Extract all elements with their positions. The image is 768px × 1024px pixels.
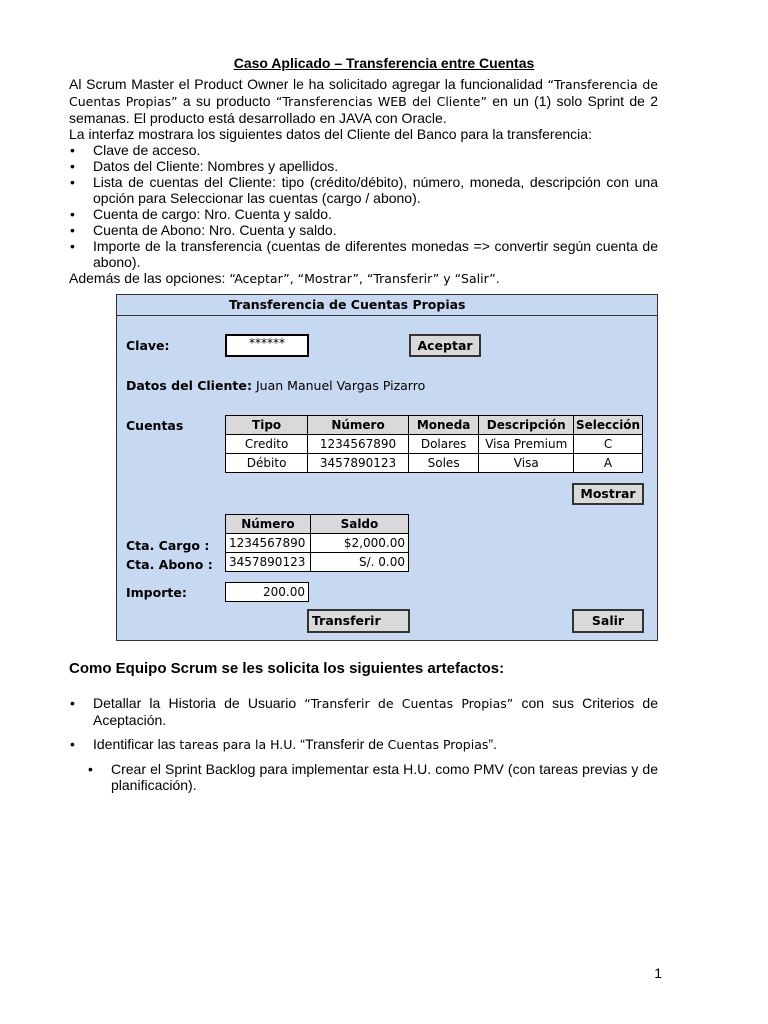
cell: Dolares <box>408 435 479 454</box>
datos-separator: : <box>247 378 252 393</box>
col-tipo: Tipo <box>226 416 308 435</box>
cell: Débito <box>226 454 308 473</box>
mostrar-button[interactable]: Mostrar <box>572 483 644 505</box>
abono-row <box>226 553 409 572</box>
transferir-button[interactable]: Transferir <box>307 609 410 633</box>
intro-paragraph: Al Scrum Master el Product Owner le ha solicitado agregar la funcionalidad “Transferencia de Cuentas Propias” a su producto “Transferencias WEB del Cliente” en un (1) solo Sprint de 2 semanas. El producto está desarrollado en JAVA con Oracle. <box>69 76 659 126</box>
list-item: • Crear el Sprint Backlog para implementar esta H.U. como PMV (con tareas previas y de planificación). <box>111 761 658 793</box>
cell: 1234567890 <box>308 435 409 454</box>
requirements-list <box>69 142 658 270</box>
cell: Visa <box>479 454 574 473</box>
seleccion-cell[interactable]: C <box>574 435 643 454</box>
artefactos-heading: Como Equipo Scrum se les solicita los siguientes artefactos: <box>69 660 505 677</box>
list-item: • Clave de acceso. <box>93 142 658 158</box>
summary-table <box>225 514 409 572</box>
table-row[interactable] <box>226 454 643 473</box>
document-title: Caso Aplicado – Transferencia entre Cuentas <box>233 55 535 71</box>
list-item: • Cuenta de cargo: Nro. Cuenta y saldo. <box>93 206 658 222</box>
intro-section <box>69 76 658 287</box>
transfer-window-mockup <box>116 294 658 641</box>
cell: Visa Premium <box>479 435 574 454</box>
table-header-row <box>226 416 643 435</box>
artefactos-section <box>69 660 658 793</box>
accounts-table <box>225 415 643 473</box>
table-row[interactable] <box>226 435 643 454</box>
cta-cargo-label: Cta. Cargo : <box>126 538 210 553</box>
cargo-numero: 1234567890 <box>226 534 311 553</box>
abono-saldo: S/. 0.00 <box>310 553 408 572</box>
importe-input[interactable]: 200.00 <box>225 582 309 602</box>
importe-label: Importe: <box>126 585 187 600</box>
artefactos-sublist <box>69 761 658 793</box>
cell: 3457890123 <box>308 454 409 473</box>
col-numero: Número <box>308 416 409 435</box>
cuentas-label: Cuentas <box>126 418 184 433</box>
seleccion-cell[interactable]: A <box>574 454 643 473</box>
salir-button[interactable]: Salir <box>572 609 644 633</box>
cell: Soles <box>408 454 479 473</box>
list-item: • Cuenta de Abono: Nro. Cuenta y saldo. <box>93 222 658 238</box>
list-item: • Identificar las tareas para la H.U. “Transferir de Cuentas Propias”. <box>93 736 658 753</box>
window-title: Transferencia de Cuentas Propias <box>229 297 466 312</box>
cargo-row <box>226 534 409 553</box>
list-item: • Lista de cuentas del Cliente: tipo (crédito/débito), número, moneda, descripción con una opción para Seleccionar las cuentas (cargo / abono). <box>93 174 658 206</box>
cliente-name: Juan Manuel Vargas Pizarro <box>256 378 426 393</box>
list-item: • Importe de la transferencia (cuentas de diferentes monedas => convertir según cuenta de abono). <box>93 238 658 270</box>
clave-input[interactable]: ****** <box>225 334 309 357</box>
col-seleccion: Selección <box>574 416 643 435</box>
col-numero: Número <box>226 515 311 534</box>
abono-numero: 3457890123 <box>226 553 311 572</box>
col-descripcion: Descripción <box>479 416 574 435</box>
table-header-row <box>226 515 409 534</box>
cargo-saldo: $2,000.00 <box>310 534 408 553</box>
col-saldo: Saldo <box>310 515 408 534</box>
clave-label: Clave: <box>126 338 170 353</box>
cta-abono-label: Cta. Abono : <box>126 557 213 572</box>
interface-paragraph: La interfaz mostrara los siguientes datos del Cliente del Banco para la transferencia: <box>69 126 592 142</box>
datos-cliente-label: Datos del Cliente <box>126 378 247 393</box>
options-paragraph: Además de las opciones: “Aceptar”, “Mostrar”, “Transferir” y “Salir”. <box>69 270 500 286</box>
window-title-bar <box>117 295 657 316</box>
col-moneda: Moneda <box>408 416 479 435</box>
aceptar-button[interactable]: Aceptar <box>409 334 481 357</box>
artefactos-list <box>69 695 658 753</box>
cell: Credito <box>226 435 308 454</box>
list-item: • Datos del Cliente: Nombres y apellidos. <box>93 158 658 174</box>
page-number: 1 <box>654 965 662 981</box>
list-item: • Detallar la Historia de Usuario “Transferir de Cuentas Propias” con sus Criterios de Aceptación. <box>93 695 658 728</box>
